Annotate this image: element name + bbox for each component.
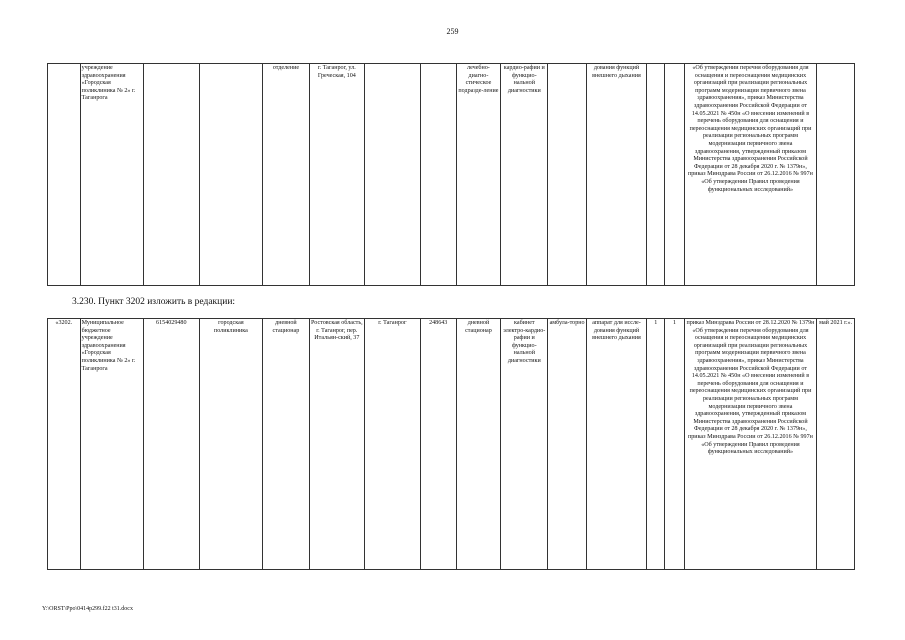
footer-file-path: Y:\ORST\Ppo\0414p299.f22 t31.docx: [42, 606, 133, 612]
cell-equipment: аппарат для иссле-дования функций внешнего дыхания: [586, 319, 646, 570]
cell-room: кардио-рафии и функцио-нальной диагностики: [501, 64, 548, 286]
page-number: 259: [446, 27, 459, 36]
cell-quantity-b: [665, 64, 684, 286]
cell-subdivision: лечебно-диагно-стическое подразде-ление: [456, 64, 501, 286]
document-table-new-item: [47, 318, 855, 570]
cell-address: г. Таганрог, ул. Греческая, 104: [309, 64, 364, 286]
cell-code: [420, 64, 456, 286]
cell-locality: г. Таганрог: [364, 319, 420, 570]
cell-unit: отделение: [262, 64, 309, 286]
cell-care-form: [548, 64, 587, 286]
cell-subdivision: дневной стационар: [456, 319, 501, 570]
cell-locality: [364, 64, 420, 286]
cell-org-type: [199, 64, 262, 286]
table-row: [48, 64, 855, 286]
cell-number: «3202.: [48, 319, 81, 570]
cell-deadline: май 2021 г.».: [817, 319, 855, 570]
cell-code: 248643: [420, 319, 456, 570]
cell-deadline: [817, 64, 855, 286]
cell-legal-basis: «Об утверждении перечня оборудования для оснащения и переоснащения медицинских организаций при реализации региональных программ модернизации первичного звена здравоохранения», приказ Министерства здравоохранения Российской Федерации от 14.05.2021 № 450н «О внесении изменений в перечень оборудования для оснащения и переоснащения медицинских организаций при реализации региональных программ модернизации первичного звена здравоохранения, утвержденный приказом Министерства здравоохранения Российской Федерации от 28 декабря 2020 г. № 1379н», приказ Минздрава России от 26.12.2016 № 997н «Об утверждении Правил проведения функциональных исследований»: [684, 64, 816, 286]
cell-care-form: амбула-торно: [548, 319, 587, 570]
document-table-continuation: [47, 63, 855, 286]
cell-room: кабинет электро-кардио-рафии и функцио-нальной диагностики: [501, 319, 548, 570]
cell-inn: 6154029480: [143, 319, 199, 570]
cell-organization: Муниципальное бюджетное учреждение здравоохранения «Городская поликлиника № 2» г. Таганрога: [80, 319, 143, 570]
table-row: [48, 319, 855, 570]
cell-unit: дневной стационар: [262, 319, 309, 570]
cell-number: [48, 64, 81, 286]
cell-quantity-b: 1: [665, 319, 684, 570]
cell-address: Ростовская область, г. Таганрог, пер. Итальян-ский, 37: [309, 319, 364, 570]
cell-org-type: городская поликлиника: [199, 319, 262, 570]
cell-inn: [143, 64, 199, 286]
section-heading: 3.230. Пункт 3202 изложить в редакции:: [72, 297, 236, 307]
cell-legal-basis: приказ Минздрава России от 28.12.2020 № 1379н «Об утверждении перечня оборудования для оснащения и переоснащения медицинских организаций при реализации региональных программ модернизации первичного звена здравоохранения», приказ Министерства здравоохранения Российской Федерации от 14.05.2021 № 450н «О внесении изменений в перечень оборудования для оснащения и переоснащения медицинских организаций при реализации региональных программ модернизации первичного звена здравоохранения, утвержденный приказом Министерства здравоохранения Российской Федерации от 28 декабря 2020 г. № 1379н», приказ Минздрава России от 26.12.2016 № 997н «Об утверждении Правил проведения функциональных исследований»: [684, 319, 816, 570]
cell-quantity-a: 1: [647, 319, 665, 570]
cell-organization: учреждение здравоохранения «Городская поликлиника № 2» г. Таганрога: [80, 64, 143, 286]
cell-quantity-a: [647, 64, 665, 286]
cell-equipment: дования функций внешнего дыхания: [586, 64, 646, 286]
